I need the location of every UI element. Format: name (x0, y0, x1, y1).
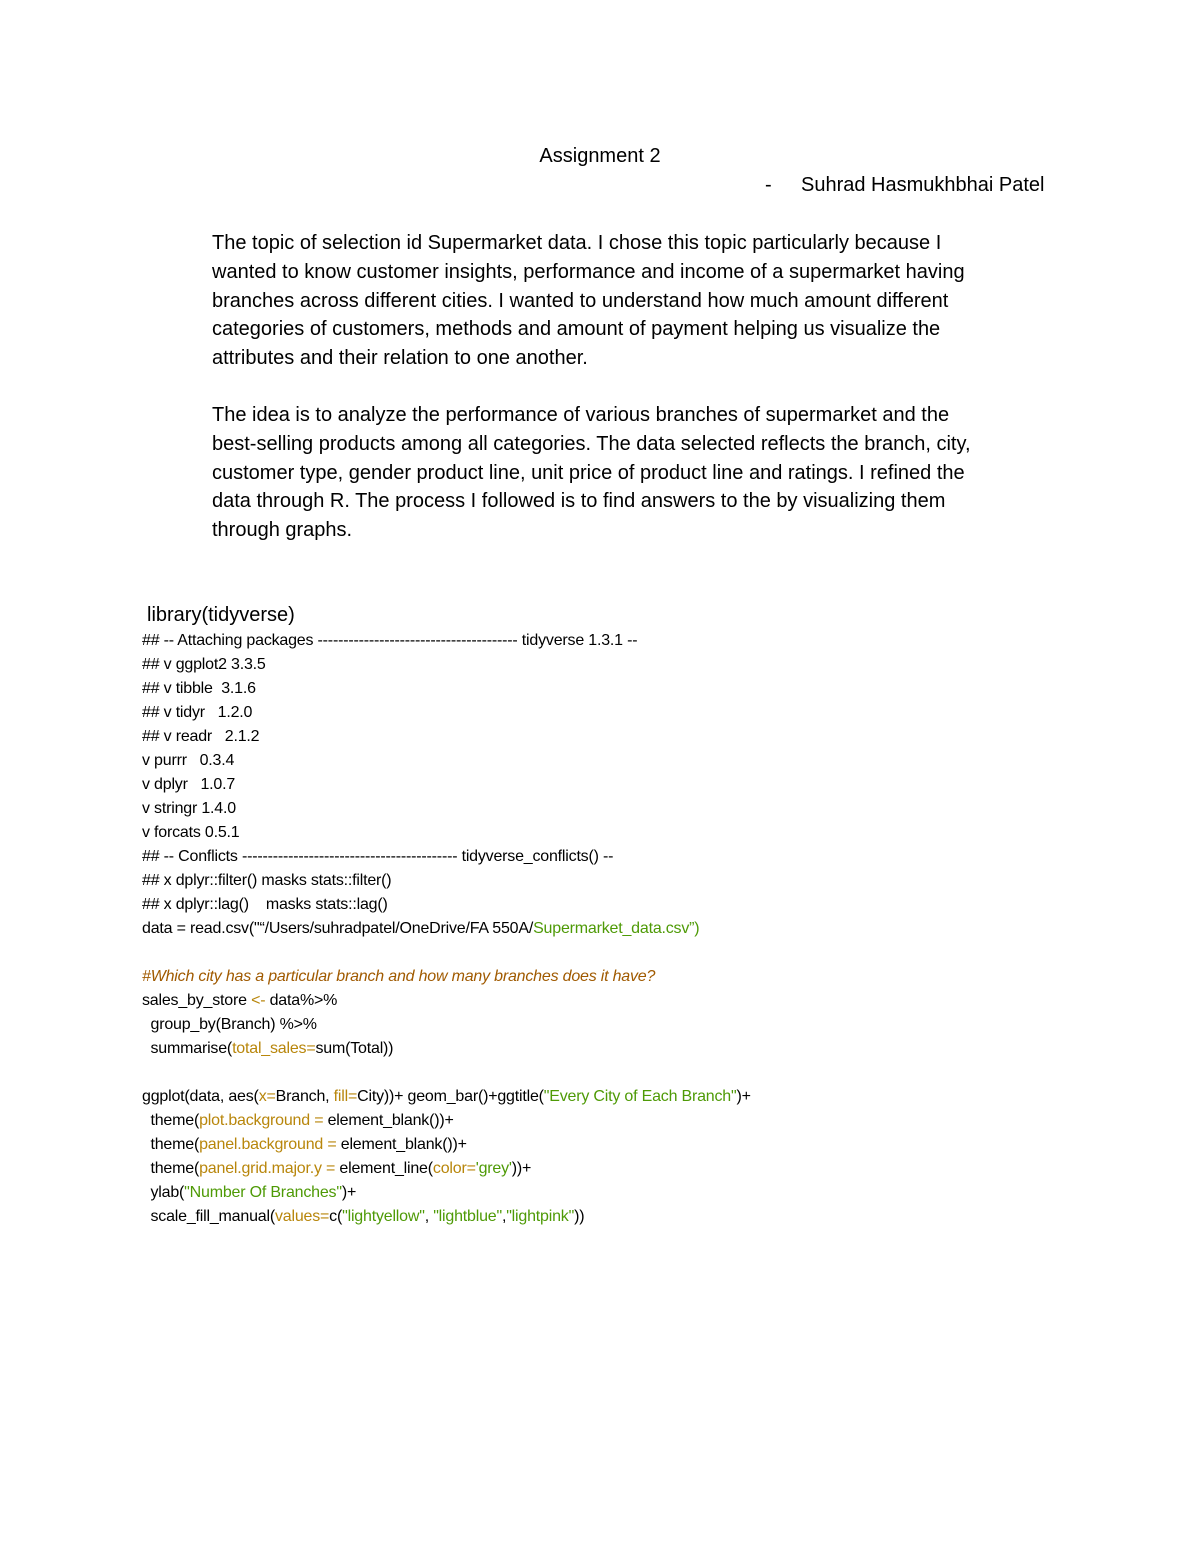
code-token: theme( (142, 1136, 200, 1153)
code-token: )) (574, 1208, 585, 1225)
code-output-line: ## -- Conflicts ------------------------------------------ tidyverse_conflicts() -- (142, 848, 614, 865)
document-title: Assignment 2 (539, 145, 661, 167)
paragraph-line: best-selling products among all categories. The data selected reflects the branch, city, (212, 432, 971, 455)
code-arg-token: panel.grid.major.y = (199, 1160, 340, 1177)
code-string-token: "lightyellow" (342, 1208, 425, 1225)
code-line (142, 1181, 1042, 1205)
paragraph-line: branches across different cities. I wanted to understand how much amount different (212, 289, 949, 312)
code-arg-token: values= (274, 1208, 330, 1225)
code-arg-token: plot.background = (199, 1112, 328, 1129)
code-library-line: library(tidyverse) (147, 604, 295, 626)
code-blank-line (142, 1061, 1042, 1085)
code-token: )+ (736, 1088, 751, 1105)
code-token: summarise( (142, 1040, 233, 1057)
code-token: data%>% (265, 992, 338, 1009)
code-string-token: "lightblue" (433, 1208, 502, 1225)
code-block (142, 602, 1042, 1229)
author-dash: - (765, 174, 772, 196)
code-string-token: "Every City of Each Branch" (543, 1088, 737, 1105)
code-output-line: v purrr 0.3.4 (142, 752, 235, 769)
paragraph-line: attributes and their relation to one another. (212, 347, 588, 370)
code-arg-token: color= (432, 1160, 476, 1177)
code-token: data = read.csv("“/Users/suhradpatel/OneDrive/FA 550A/ (142, 920, 534, 937)
code-output-line: v stringr 1.4.0 (142, 800, 236, 817)
code-output-line: ## v tidyr 1.2.0 (142, 704, 253, 721)
code-string-token: Supermarket_data.csv (533, 920, 690, 937)
code-token: ))+ (511, 1160, 532, 1177)
code-arg-token: total_sales= (232, 1040, 316, 1057)
author-name: Suhrad Hasmukhbhai Patel (801, 174, 1045, 196)
code-token: Branch, (275, 1088, 334, 1105)
code-token: theme( (142, 1112, 200, 1129)
code-line (142, 1037, 1042, 1061)
code-operator-token: <- (251, 992, 266, 1009)
code-output-line: ## v ggplot2 3.3.5 (142, 656, 266, 673)
code-arg-token: fill= (333, 1088, 358, 1105)
code-token: scale_fill_manual( (142, 1208, 275, 1225)
idea-paragraph (212, 401, 1062, 545)
code-token: theme( (142, 1160, 200, 1177)
code-line (142, 989, 1042, 1013)
paragraph-line: categories of customers, methods and amount of payment helping us visualize the (212, 318, 941, 341)
code-line (142, 1157, 1042, 1181)
code-blank-line (142, 941, 1042, 965)
code-arg-token: panel.background = (199, 1136, 341, 1153)
code-arg-token: x= (258, 1088, 276, 1105)
code-token: sales_by_store (142, 992, 252, 1009)
code-string-token: 'grey' (475, 1160, 512, 1177)
intro-paragraph (212, 229, 1062, 373)
code-token: City))+ geom_bar()+ggtitle( (357, 1088, 544, 1105)
code-token: ylab( (142, 1184, 185, 1201)
code-output-line: ## x dplyr::lag() masks stats::lag() (142, 896, 388, 913)
paragraph-line: wanted to know customer insights, performance and income of a supermarket having (212, 260, 965, 283)
code-token: , (501, 1208, 507, 1225)
code-line (142, 1109, 1042, 1133)
code-token: , (424, 1208, 434, 1225)
paragraph-line: The idea is to analyze the performance of various branches of supermarket and the (212, 404, 950, 426)
code-line (142, 1085, 1042, 1109)
code-line (142, 1133, 1042, 1157)
code-output-line: ## x dplyr::filter() masks stats::filter() (142, 872, 392, 889)
paragraph-line: customer type, gender product line, unit price of product line and ratings. I refined the (212, 461, 965, 484)
code-output-line: ## v readr 2.1.2 (142, 728, 260, 745)
code-string-token: ”) (689, 920, 700, 937)
paragraph-line: through graphs. (212, 519, 353, 542)
code-output-line: ## v tibble 3.1.6 (142, 680, 256, 697)
code-output-line: ## -- Attaching packages --------------------------------------- tidyverse 1.3.1 -- (142, 632, 638, 649)
code-token: )+ (341, 1184, 357, 1201)
code-token: ggplot(data, aes( (142, 1088, 259, 1105)
code-read-csv-line (142, 917, 1042, 941)
code-line: group_by(Branch) %>% (142, 1016, 317, 1033)
paragraph-line: data through R. The process I followed is to find answers to the by visualizing them (212, 490, 946, 513)
code-token: c( (329, 1208, 343, 1225)
code-string-token: "Number Of Branches" (184, 1184, 342, 1201)
paragraph-line: The topic of selection id Supermarket data. I chose this topic particularly because I (212, 232, 942, 254)
code-token: element_line( (339, 1160, 433, 1177)
code-token: element_blank())+ (340, 1136, 467, 1153)
code-string-token: "lightpink" (506, 1208, 575, 1225)
code-comment-line: #Which city has a particular branch and how many branches does it have? (142, 968, 656, 985)
code-output-line: v dplyr 1.0.7 (142, 776, 236, 793)
code-token: sum(Total)) (315, 1040, 394, 1057)
code-token: element_blank())+ (327, 1112, 454, 1129)
code-output-line: v forcats 0.5.1 (142, 824, 240, 841)
code-line (142, 1205, 1042, 1229)
author-line (765, 172, 1044, 198)
